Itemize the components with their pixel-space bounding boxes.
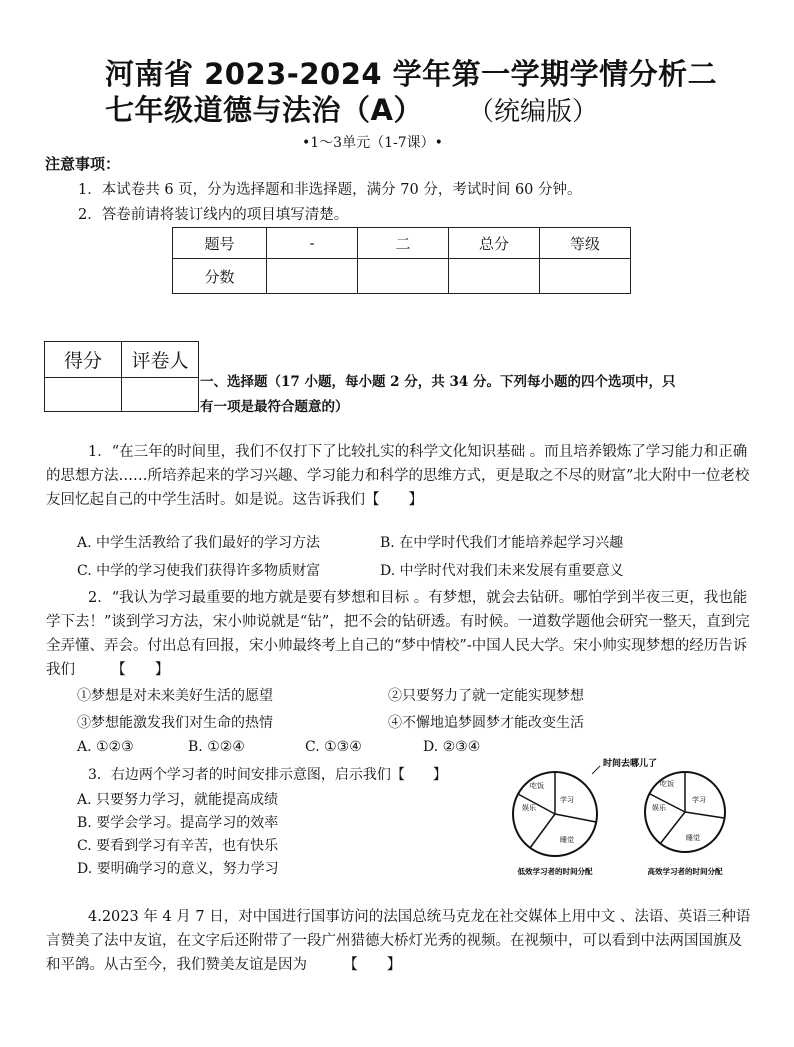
score-cell[interactable] bbox=[267, 259, 358, 294]
grader-name-cell[interactable] bbox=[122, 378, 199, 412]
low-efficiency-caption: 低效学习者的时间分配 bbox=[517, 867, 593, 876]
score-table bbox=[172, 227, 631, 294]
q2-option-d: D. ②③④ bbox=[423, 739, 481, 755]
slice-label: 吃饭 bbox=[530, 782, 544, 790]
exam-title-line2: 七年级道德与法治（A） bbox=[105, 93, 423, 127]
q2-option-c: C. ①③④ bbox=[305, 739, 362, 755]
grader-box bbox=[44, 341, 199, 412]
q3-option-a: A. 只要努力学习，就能提高成绩 bbox=[77, 792, 279, 808]
q2-statement-4: ④不懈地追梦圆梦才能改变生活 bbox=[388, 715, 584, 731]
figure-pointer bbox=[592, 766, 600, 774]
score-row-label: 分数 bbox=[173, 259, 267, 294]
score-table-header: 总分 bbox=[449, 228, 540, 259]
score-cell[interactable] bbox=[358, 259, 449, 294]
q1-option-b: B. 在中学时代我们才能培养起学习兴趣 bbox=[380, 535, 624, 551]
edition-label: （统编版） bbox=[468, 97, 599, 127]
slice-label: 娱乐 bbox=[522, 804, 536, 812]
grader-score-label: 得分 bbox=[45, 342, 122, 378]
q1-option-c: C. 中学的学习使我们获得许多物质财富 bbox=[77, 563, 321, 579]
score-table-header: - bbox=[267, 228, 358, 259]
score-table-header: 等级 bbox=[540, 228, 631, 259]
high-efficiency-pie bbox=[645, 772, 725, 852]
high-efficiency-caption: 高效学习者的时间分配 bbox=[647, 867, 723, 876]
slice-label: 学习 bbox=[692, 796, 706, 804]
section1-heading: 一、选择题（17 小题，每小题 2 分，共 34 分。下列每小题的四个选项中，只 bbox=[200, 374, 676, 390]
q2-statement-1: ①梦想是对未来美好生活的愿望 bbox=[77, 688, 273, 704]
score-cell[interactable] bbox=[540, 259, 631, 294]
notes-heading: 注意事项： bbox=[45, 155, 121, 173]
exam-title-line1: 河南省 2023-2024 学年第一学期学情分析二 bbox=[105, 57, 718, 91]
q1-option-d: D. 中学时代对我们未来发展有重要意义 bbox=[380, 563, 624, 579]
q2-statement-2: ②只要努力了就一定能实现梦想 bbox=[388, 688, 584, 704]
q3-option-b: B. 要学会学习。提高学习的效率 bbox=[77, 815, 279, 831]
time-allocation-figure bbox=[500, 752, 750, 882]
q2-option-b: B. ①②④ bbox=[188, 739, 245, 755]
score-cell[interactable] bbox=[449, 259, 540, 294]
score-table-header: 题号 bbox=[173, 228, 267, 259]
slice-label: 睡觉 bbox=[560, 836, 574, 844]
figure-top-label: 时间去哪儿了 bbox=[602, 759, 658, 769]
question-3-stem: 3．右边两个学习者的时间安排示意图，启示我们【 】 bbox=[88, 767, 447, 783]
grader-name-label: 评卷人 bbox=[122, 342, 199, 378]
section1-heading-cont: 有一项是最符合题意的） bbox=[200, 399, 349, 415]
q3-option-c: C. 要看到学习有辛苦，也有快乐 bbox=[77, 838, 279, 854]
note-item-2: 2．答卷前请将装订线内的项目填写清楚。 bbox=[78, 207, 349, 223]
grader-score-cell[interactable] bbox=[45, 378, 122, 412]
question-1-stem: 1．“在三年的时间里，我们不仅打下了比较扎实的科学文化知识基础 。而且培养锻炼了学习能力和正确的思想方法……所培养起来的学习兴趣、学习能力和科学的思维方式，更是取之不尽的财富”北大附中一位老校友回忆起自己的中学生活时。如是说。这告诉我们【 】 bbox=[46, 444, 750, 508]
slice-label: 娱乐 bbox=[652, 804, 666, 812]
slice-label: 睡觉 bbox=[686, 834, 700, 842]
slice-label: 吃饭 bbox=[660, 780, 674, 788]
q2-option-a: A. ①②③ bbox=[77, 739, 134, 755]
low-efficiency-pie bbox=[513, 772, 597, 856]
question-2-stem: 2．“我认为学习最重要的地方就是要有梦想和目标 。有梦想，就会去钻研。哪怕学到半夜三更，我也能学下去！”谈到学习方法，宋小帅说就是“钻”，把不会的钻研透。有时候。一道数学题他会研究一整天，直到完全弄懂、弄会。付出总有回报，宋小帅最终考上自己的“梦中情校”-中国人民大学。宋小帅实现梦想的经历告诉我们 【 】 bbox=[46, 590, 750, 678]
score-table-header: 二 bbox=[358, 228, 449, 259]
slice-label: 学习 bbox=[560, 796, 574, 804]
note-item-1: 1．本试卷共 6 页，分为选择题和非选择题，满分 70 分，考试时间 60 分钟。 bbox=[78, 182, 582, 198]
q3-option-d: D. 要明确学习的意义，努力学习 bbox=[77, 861, 279, 877]
question-4-stem: 4.2023 年 4 月 7 日，对中国进行国事访问的法国总统马克龙在社交媒体上用中文 、法语、英语三种语言赞美了法中友谊，在文字后还附带了一段广州猎德大桥灯光秀的视频。在视频中，可以看到中法两国国旗及和平鸽。从古至今，我们赞美友谊是因为 【 】 bbox=[46, 909, 751, 973]
q1-option-a: A. 中学生活教给了我们最好的学习方法 bbox=[77, 535, 321, 551]
q2-statement-3: ③梦想能激发我们对生命的热情 bbox=[77, 715, 273, 731]
scope-label: •1～3单元（1-7课）• bbox=[302, 135, 443, 151]
